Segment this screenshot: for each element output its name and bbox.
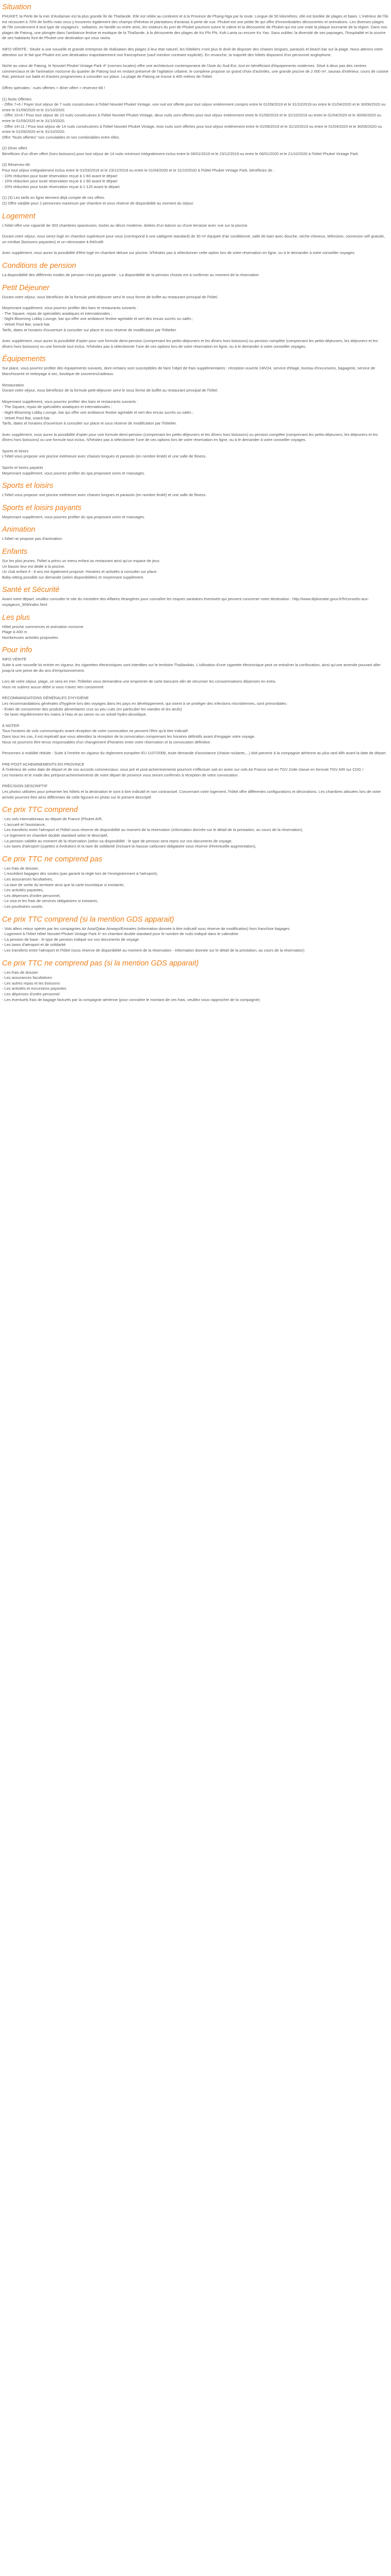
paragraph: Sports et loisirs payants Moyennant supplément, vous pourrez profiter du spa proposant soins et massages.: [2, 465, 145, 476]
section-heading: Animation: [2, 526, 36, 534]
paragraph: - Les frais de dossier - Les assurances facultatives - Les autres repas et les boissons - Les activités et excursions payantes - Les dépenses d'ordre personnel - Les éventuels frais de bagage facturés par la compagnie aérienne (pour connaître le montant de ces frais, veuillez vous rapprocher de la compagnie): [2, 970, 260, 1002]
section-heading: Ce prix TTC ne comprend pas: [2, 855, 103, 863]
section-enfants: [2, 548, 389, 580]
section-situation: [2, 3, 389, 58]
section-sante-et-securite: [2, 586, 389, 607]
paragraph: - Les vols internationaux au départ de France (Phuket A/R, - L'accueil et l'assistance, - Les transferts entre l'aéroport et l'hôtel sous réserve de disponibilité au moment de la réservation (information donnée sur le détail de la prestation, au cours de la réservation), - Le logement en chambre double standard selon le descriptif, - La pension validée au moment de la réservation (selon sa disponibilité : le type de pension sera repris sur vos documents de voyage, - Les taxes d'aéroport (sujettes à évolution) et la taxe de solidarité (incluant la hausse carburant obligatoire sous réserve d'éventuelle augmentation),: [2, 817, 303, 849]
section-heading: Équipements: [2, 355, 46, 364]
paragraph: Moyennant supplément, vous pourrez profiter des bars et restaurants suivants : - The Square, repas de spécialités asiatiques et internationales ; - Night Blooming Lobby Lounge, bar qui offre une ambiance festive agréable et sert des encas sucrés ou salés ; - Velvet Pool Bar, snack-bar. Tarifs, dates et horaires d'ouverture à consulter sur place et sous réserve de modification par l'hôtelier.: [2, 399, 193, 426]
paragraph: PRE-POST ACHEMINEMENTS EN PROVINCE À l'intérieur de votre date de départ et de vos accords commerciaux, vous pré et post-acheminements pourront s'effectuer soit en avion sur vols Air France soit en TGV 2nde classe en formule TGV AIR sur CDG ! Les horaires et le mode des pré/post-acheminements de votre départ de province vous seront confirmés à réception de votre convocation.: [2, 761, 364, 777]
section-heading: Sports et loisirs: [2, 482, 54, 490]
hotel-description-document: [0, 0, 391, 1013]
paragraph: Avec supplément, vous aurez la possibilité d'être logé en chambre deluxe sur piscine. N'hésitez pas à sélectionner cette option lors de votre réservation en ligne, ou à le demander à votre conseiller voyages.: [2, 250, 355, 256]
paragraph: Lors de votre séjour, plage, ce sera en mer, l'hôtelier vous demandera une empreinte de carte bancaire afin de sécuriser les consommations dépenses en extra. Vous ne subirez aucun débit si vous n'avez rien consommé.: [2, 679, 276, 689]
paragraph: INFO VÉRITÉ : Située à une nouvelle et grande entreprise de réalisation des plages à leur état naturel, les hôteliers n'ont plus le droit de disposer des chaises longues, parasols et beach bar sur la plage. Nous attirons votre attention sur le fait que Phuket est une destination majoritairement non francophone (sauf mention contraire explicite). En revanche, la majorité des hôtels disposent d'un personnel anglophone.: [2, 46, 383, 57]
section-sports-et-loisirs: [2, 482, 389, 498]
section-heading: Pour info: [2, 646, 32, 655]
paragraph: Personnes à mobilité réduite : Suite à l'entrée en vigueur du règlement européen EU 1107/2006, toute demande d'assistance (chaise roulante,...) doit parvenir à la compagnie aérienne au plus tard 48h avant la date de départ.: [2, 751, 387, 756]
paragraph: À NOTER Tous horaires de vols communiqués avant réception de votre convocation ne peuvent l'être qu'à titre indicatif. Dans tous les cas, il est impératif que vous attendiez la réception de la convocation comprenant les horaires définitifs avant d'engager votre voyage. Nous ne pourrons être tenus responsables d'un changement d'horaires entre votre réservation et la convocation définitive.: [2, 723, 255, 744]
paragraph: Hôtel proche commerces et animation nocturne Plage à 400 m Nombreuses activités proposées: [2, 624, 84, 640]
section-ce-prix-ttc-comprend-si-la-mention-gds-apparait: [2, 916, 389, 954]
section-logement: [2, 212, 389, 256]
paragraph: - Les frais de dossier, - L'excédent bagages des soutes (pas garanti la règle lors de l'enregistrement à l'aéroport), - Les assurances facultatives, - La taxe de sortie du territoire ainsi que la carte touristique si existante, - Les activités payantes, - Les dépenses d'ordre personnel, - Le visa et les frais de services obligatoires si existants, - Les pourboires usuels.: [2, 866, 158, 909]
section-heading: Enfants: [2, 548, 28, 556]
paragraph: RECOMMANDATIONS GÉNÉRALES D'HYGIÈNE Les recommandations générales d'hygiène lors des voyages dans les pays en développement, qui visent à se protéger des infections microbiennes, sont primordiales : - Éviter de consommer des produits alimentaires crus ou peu cuits (en particulier les viandes et les œufs) - Se laver régulièrement les mains à l'eau et au savon ou un soluté hydro-alcoolique.: [2, 696, 289, 717]
section-heading: Petit Déjeuner: [2, 283, 50, 292]
paragraph: (2) Dîner offert Bénéficiez d'un dîner offert (hors boissons) pour tout séjour de 14 nuits minimum intégralement inclus entre le 06/01/2019 et le 23/12/2019 ou entre le 06/01/2020 et le 21/10/2020 à l'hôtel Phuket Vintage Park: [2, 146, 359, 156]
section-ce-prix-ttc-comprend: [2, 806, 389, 850]
paragraph: Offres spéciales : nuits offertes + dîner offert + réservez-tôt !: [2, 85, 105, 90]
section-heading: Conditions de pension: [2, 262, 76, 270]
section-intro: [2, 63, 389, 206]
section-ce-prix-ttc-ne-comprend-pas-si-la-mention-gds-apparait: [2, 959, 389, 1003]
paragraph: La disponibilité des différents modes de pension n'est pas garantie : La disponibilité de la pension choisie est à confirmer au moment de la réservation: [2, 273, 259, 277]
section-heading: Logement: [2, 212, 36, 221]
section-heading: Santé et Sécurité: [2, 586, 60, 595]
paragraph: Sur place, vous pourrez profiter des équipements suivants, dont certains sont susceptibles de faire l'objet de frais supplémentaires : réception ouverte 24h/24, service d'étage, bureau d'excursions, bagagerie, service de blanchisserie et nettoyage à sec, boutique de souvenirs/cadeaux.: [2, 366, 376, 376]
section-sports-et-loisirs-payants: [2, 504, 389, 520]
paragraph: (3) Réservez-tôt Pour tout séjour intégralement inclus entre le 01/03/2019 et le 23/12/2019 ou entre le 01/04/2020 et le 31/10/2020 à l'hôtel Phuket Vintage Park, bénéficiez de : - 10% réduction pour toute réservation reçue à 1-60 avant le départ - 15% réduction pour toute réservation reçue à 1-90 avant le départ - 20% réduction pour toute réservation reçue à 1-120 avant le départ.: [2, 162, 274, 189]
paragraph: - Vols allers retour opérés par les compagnies Air Asia/Qatar Airways/Emirates (information donnée à titre indicatif sous réserve de modification) hors franchise bagages - Logement à l'hôtel Hôtel Novotel Phuket Vintage Park 4* en chambre double standard pour le nombre de nuits indiqué dans le calendrier - La pension de base : le type de pension indiqué sur vos documents de voyage - Les taxes d'aéroport et de solidarité - Les transferts entre l'aéroport et l'hôtel (sous réserve de disponibilité au moment de la réservation - information donnée sur le détail de la prestation, au cours de la réservation): [2, 926, 305, 953]
paragraph: (1) Nuits Offertes - Offre 7+6 / Payer tout séjour de 7 nuits consécutives à l'hôtel Novotel Phuket Vintage, une nuit est offerte pour tout séjour entièrement compris entre le 01/09/2019 et le 31/10/2019 ou entre le 01/04/2020 et le 30/06/2020 ou entre le 01/09/2020 et le 31/10/2020. - Offre 10+8 / Pour tout séjour de 10 nuits consécutives à l'hôtel Novotel Phuket Vintage, deux nuits sont offertes pour tout séjour entièrement entre le 01/09/2019 et le 31/10/2019 ou entre le 01/04/2020 et le 30/06/2020 ou entre le 01/09/2020 et le 31/10/2020. - Offre 14+11 / Pour tout séjour de 14 nuits consécutives à l'hôtel Novotel Phuket Vintage, trois nuits sont offertes pour tout séjour entièrement entre le 01/09/2019 et le 31/10/2019 ou entre le 01/04/2020 et le 30/06/2020 ou entre le 01/09/2020 et le 31/10/2020. Offre "Nuits offertes" non cumulables et non combinables entre elles.: [2, 96, 386, 140]
paragraph: L'hôtel ne propose pas d'animation.: [2, 536, 63, 541]
paragraph: Sur les plus jeunes, l'hôtel a prévu un menu enfant au restaurant ainsi qu'un espace de jeux. Un bassin leur est dédié à la piscine. Un club enfant 4 - 8 ans est également proposé. Horaires et activités à consulter sur place. Baby-sitting possible sur demande (selon disponibilités) et moyennant supplément.: [2, 558, 160, 580]
section-animation: [2, 526, 389, 542]
paragraph: L'hôtel offre une capacité de 303 chambres spacieuses, toutes au décor moderne, dotées d'un balcon ou d'une terrasse avec vue sur la piscine.: [2, 223, 249, 228]
paragraph: Durant votre séjour, vous bénéficiez de la formule petit-déjeuner servi le sous forme de buffet au restaurant principal de l'hôtel.: [2, 294, 219, 299]
paragraph: Niché au cœur de Patong, le Novotel Phuket Vintage Park 4* (normes locales) offre une architecture contemporaine de l'Asie du Sud-Est, tout en bénéficiant d'équipements modernes. Situé à deux pas des centres commerciaux et de l'animation nocturne du quartier de Patong tout en restant préservé de l'agitation urbaine, le complexe propose un grand choix d'activités, une grande piscine de 2 000 m², saunas d'intérieur, cours de cuisine thaï, peinture sur batik et d'autres programmes à consulter sur place. La plage de Patong se trouve à 400 mètres de l'hôtel.: [2, 63, 389, 79]
paragraph: L'hôtel vous propose une piscine extérieure avec chaises longues et parasols (en nombre limité) et une salle de fitness.: [2, 493, 207, 498]
section-les-plus: [2, 614, 389, 641]
paragraph: Avec supplément, vous aurez la possibilité d'opter pour une formule demi-pension (comprenant les petits-déjeuners et les dîners hors boissons) ou pension complète (comprenant les petits-déjeuners, les déjeuners et les dîners hors boissons) ou une formule tout inclus. N'hésitez pas à sélectionner l'une de ces options lors de votre réservation en ligne, ou à le demander à votre conseiller voyages.: [2, 338, 378, 349]
section-heading: Ce prix TTC comprend (si la mention GDS apparait): [2, 915, 174, 924]
paragraph: Sports et loisirs L'hôtel vous propose une piscine extérieure avec chaises longues et parasols (en nombre limité) et une salle de fitness.: [2, 448, 207, 459]
section-heading: Ce prix TTC comprend: [2, 806, 78, 815]
section-heading: Ce prix TTC ne comprend pas (si la mention GDS apparait): [2, 959, 199, 968]
section-equipements: [2, 355, 389, 476]
paragraph: Avec supplément, vous aurez la possibilité d'opter pour une formule demi-pension (comprenant les petits-déjeuners et les dîners hors boissons) ou pension complète (comprenant les petits-déjeuners, les déjeuners et les dîners hors boissons) ou une formule tout inclus. N'hésitez pas à sélectionner l'une de ces options lors de votre réservation en ligne, ou à le demander à votre conseiller voyages.: [2, 432, 378, 443]
section-heading: Situation: [2, 3, 31, 11]
paragraph: Durant votre séjour, vous serez logé en chambre supérieure pour vous (correspond à une catégorie standard) de 30 m² équipée d'air conditionné, salle de bain avec douche, sèche-cheveux, télévision, connexion wifi gratuite, un minibar (boissons payantes) et un nécessaire à thé/café.: [2, 234, 385, 244]
section-heading: Sports et loisirs payants: [2, 503, 82, 512]
paragraph: PRÉCISION DESCRIPTIF Les photos utilisées pour présenter les hôtels et la destination le sont à titre indicatif et non contractuel. Concernant votre logement, l'hôtel offre différentes configurations et décorations. Les chambres allouées lors de votre arrivée pourront être ainsi différentes de celle figurant en photo sur le présent descriptif.: [2, 784, 381, 800]
paragraph: Moyennant supplément, vous pourrez profiter du spa proposant soins et massages.: [2, 514, 145, 519]
section-heading: Les plus: [2, 613, 30, 622]
section-pour-info: [2, 646, 389, 800]
paragraph: Restauration Durant votre séjour, vous bénéficiez de la formule petit-déjeuner servi le sous forme de buffet au restaurant principal de l'hôtel.: [2, 382, 219, 393]
section-conditions-de-pension: [2, 262, 389, 278]
paragraph: (1) (3) Les tarifs en ligne tiennent déjà compte de ces offres. (2) Offre valable pour 2 personnes maximum par chambre et sous réserve de disponibilité au moment du séjour.: [2, 195, 194, 206]
section-petit-dejeuner: [2, 284, 389, 350]
paragraph: PHUKET, la Perle de la mer d'Andaman est la plus grande île de Thaïlande. Elle est reliée au continent et à la Province de Phang-Nga par la route. Longue de 50 kilomètres, elle est bordée de plages et baies. L'intérieur de l'île est recouvert à 70% de forêts mais vous y trouverez également des champs d'hévéas et plantations d'ananas à perte de vue. Phuket est une petite île qui offre d'innombrables découvertes et animations. Les diverses plages de l'île conviennent à tout type de voyageurs : solitaires, en famille ou entre amis, les visiteurs du port de Phuket pourront suivre le calme et la découverte de Phuket qui est une vraie la plaque tournante de la région. Dans nos plages de Patong, une plongée dans l'ambiance festive et exotique de la Thaïlande, à la découverte des plages de Ko Phi Phi, Koh Lanta ou encore Ko Yao. Sans oublier, la diversité de ses paysages, l'hospitalité et la sourire de ses habitants font de Phuket une destination qui vous ravira.: [2, 14, 388, 41]
paragraph: INFO VÉRITÉ Suite à une nouvelle loi entrée en vigueur, les cigarettes électroniques sont interdites sur le territoire Thaïlandais. L'utilisation d'une cigarette électronique peut se entraîner la confiscation, ainsi qu'une amende pouvant aller jusqu'à une peine de dix ans d'emprisonnement.: [2, 657, 381, 673]
section-ce-prix-ttc-ne-comprend-pas: [2, 855, 389, 910]
paragraph: Moyennant supplément, vous pourrez profiter des bars et restaurants suivants : - The Square, repas de spécialités asiatiques et internationales ; - Night Blooming Lobby Lounge, bar qui offre une ambiance festive agréable et sert des encas sucrés ou salés ; - Velvet Pool Bar, snack-bar. Tarifs, dates et horaires d'ouverture à consulter sur place et sous réserve de modification par l'hôtelier.: [2, 306, 193, 332]
paragraph: Avant votre départ, veuillez consulter le site du ministère des Affaires étrangères pour connaître les risques sanitaires éventuels qui peuvent concerner votre destination : http://www.diplomatie.gouv.fr/fr/conseils-aux-voyageurs_909/index.html: [2, 597, 369, 607]
